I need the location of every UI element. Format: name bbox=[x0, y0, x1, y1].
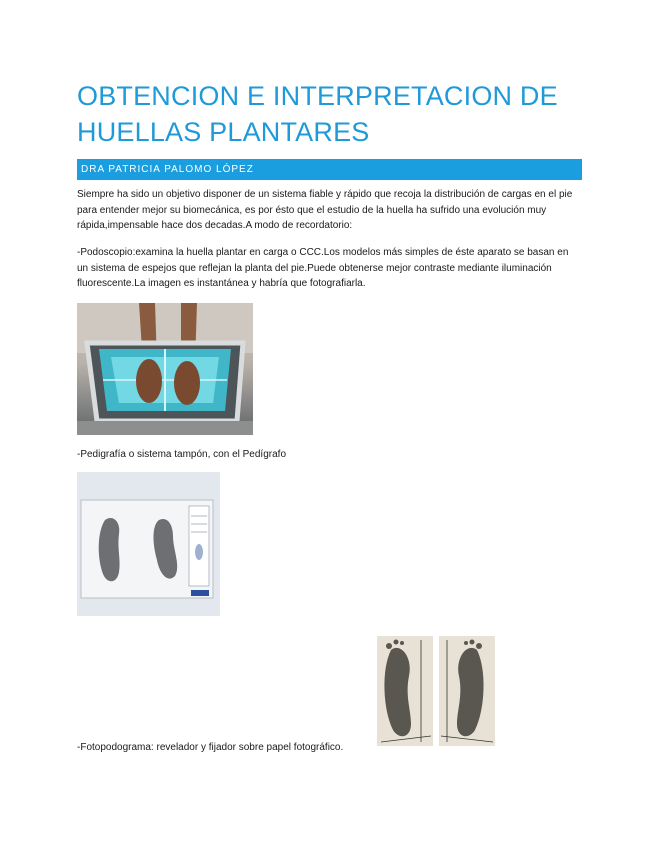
fotopodograma-caption: -Fotopodograma: revelador y fijador sobre papel fotográfico. bbox=[77, 742, 344, 753]
pedigraph-photo bbox=[77, 472, 220, 616]
podoscopio-paragraph: -Podoscopio:examina la huella plantar en carga o CCC.Los modelos más simples de éste aparato se basan en un sistema de espejos que reflejan la planta del pie.Puede obtenerse mejor contraste mediante iluminación fluorescente.La imagen es instantánea y habría que fotografiarla. bbox=[77, 247, 569, 289]
pedigraph-illustration bbox=[77, 472, 220, 616]
fotopodograma-illustration bbox=[371, 630, 501, 751]
pedigrafo-caption: -Pedigrafía o sistema tampón, con el Pedígrafo bbox=[77, 449, 287, 460]
intro-paragraph: Siempre ha sido un objetivo disponer de un sistema fiable y rápido que recoja la distribución de cargas en el pie para entender mejor su biomecánica, es por ésto que el estudio de la huella ha sufrido una evolución muy rápida,impensable hace dos decadas.A modo de recordatorio: bbox=[77, 189, 573, 231]
author-name: DRA PATRICIA PALOMO LÓPEZ bbox=[81, 164, 254, 175]
document-title: OBTENCION E INTERPRETACION DE HUELLAS PLANTARES bbox=[77, 81, 558, 147]
fotopodograma-photo bbox=[371, 630, 501, 751]
author-bar bbox=[77, 159, 582, 180]
podoscope-photo bbox=[77, 303, 253, 435]
podoscope-illustration bbox=[77, 303, 253, 435]
